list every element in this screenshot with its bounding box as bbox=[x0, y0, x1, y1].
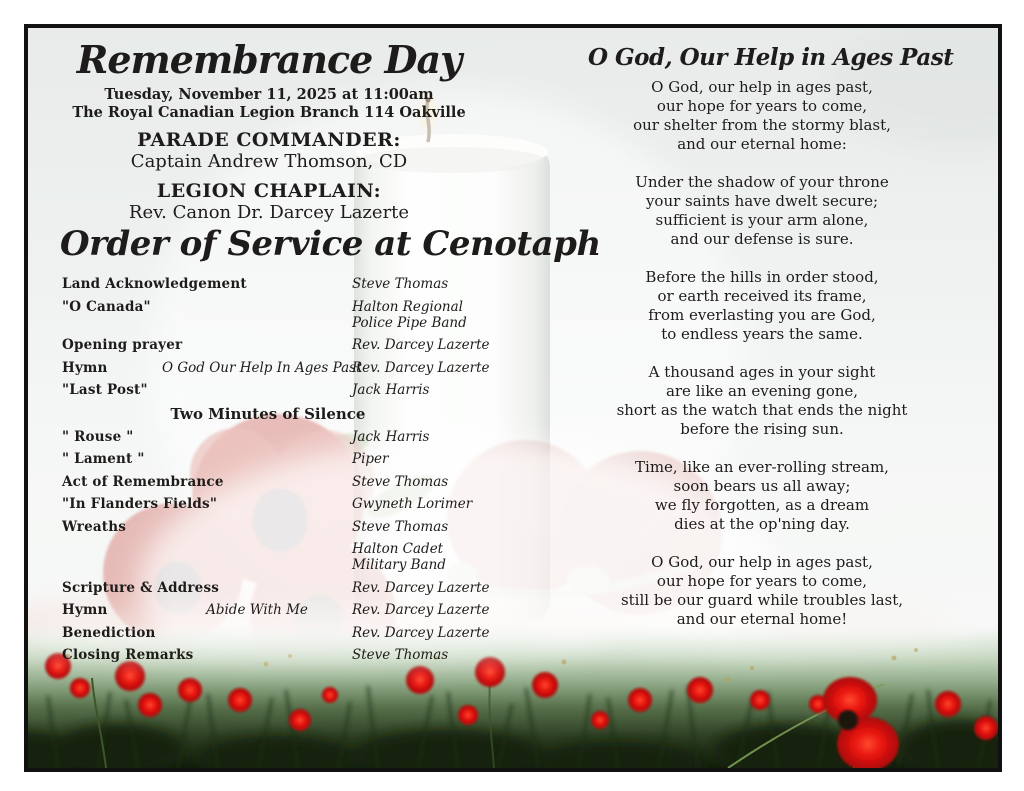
service-item-label: Benediction bbox=[62, 624, 156, 641]
service-item-hymn-title: Abide With Me bbox=[206, 602, 308, 618]
service-item-performer: Steve Thomas bbox=[352, 518, 449, 535]
service-item-label: " Rouse " bbox=[62, 428, 134, 445]
service-item-hymn-title bbox=[162, 299, 352, 331]
service-item-label: "In Flanders Fields" bbox=[62, 496, 218, 512]
order-items-after-silence bbox=[62, 428, 490, 664]
service-item-hymn-title: O God Our Help In Ages Past bbox=[162, 359, 362, 376]
order-of-service-row bbox=[62, 474, 474, 490]
hymn-verse: A thousand ages in your sight are like an evening gone, short as the watch that ends the night before the rising sun. bbox=[616, 363, 908, 438]
parade-commander-block bbox=[54, 129, 484, 173]
page-title: Remembrance Day bbox=[76, 37, 462, 82]
service-item-label: "O Canada" bbox=[62, 298, 151, 315]
service-item-label: Land Acknowledgement bbox=[62, 276, 247, 292]
order-of-service-row bbox=[62, 429, 474, 445]
hymn-verses bbox=[588, 78, 936, 629]
order-of-service-row bbox=[62, 337, 490, 353]
service-item-label: Opening prayer bbox=[62, 337, 183, 353]
service-item-hymn-title bbox=[162, 496, 352, 512]
service-item-performer: Halton Regional Police Pipe Band bbox=[352, 298, 467, 331]
order-of-service-row bbox=[62, 299, 474, 331]
service-item-hymn-title bbox=[162, 451, 352, 467]
program-header bbox=[54, 36, 484, 224]
service-item-hymn-title bbox=[162, 429, 352, 445]
order-of-service-heading: Order of Service at Cenotaph bbox=[60, 224, 601, 264]
hymn-verse: O God, our help in ages past, our hope for years to come, our shelter from the stormy blast, and our eternal home: bbox=[633, 78, 891, 153]
event-location: The Royal Canadian Legion Branch 114 Oakville bbox=[72, 104, 466, 121]
service-item-performer: Steve Thomas bbox=[352, 473, 449, 490]
service-item-hymn-title bbox=[162, 337, 352, 353]
service-item-label: Act of Remembrance bbox=[62, 473, 224, 490]
service-item-label: Scripture & Address bbox=[62, 579, 220, 596]
service-item-performer: Halton Cadet Military Band bbox=[352, 541, 446, 573]
service-item-performer: Jack Harris bbox=[352, 428, 430, 445]
order-of-service-row bbox=[62, 276, 474, 292]
hymn-title: O God, Our Help in Ages Past bbox=[588, 44, 954, 71]
service-item-hymn-title bbox=[162, 580, 352, 596]
service-item-hymn-title bbox=[162, 276, 352, 292]
parade-commander-heading: PARADE COMMANDER: bbox=[137, 129, 401, 151]
order-of-service-row bbox=[62, 359, 490, 376]
service-item-label: Wreaths bbox=[62, 518, 127, 535]
service-item-hymn-title bbox=[162, 519, 352, 535]
hymn-verse: O God, our help in ages past, our hope for years to come, still be our guard while troubles last, and our eternal home! bbox=[620, 553, 904, 628]
order-of-service-row bbox=[62, 647, 474, 663]
order-of-service-row bbox=[62, 519, 474, 535]
service-item-label bbox=[62, 541, 162, 573]
service-item-performer: Rev. Darcey Lazerte bbox=[352, 579, 490, 596]
order-items-before-silence bbox=[62, 276, 490, 398]
hymn-verse: Time, like an ever-rolling stream, soon bears us all away; we fly forgotten, as a dream dies at the op'ning day. bbox=[635, 458, 889, 533]
silence-heading: Two Minutes of Silence bbox=[170, 404, 366, 423]
service-item-hymn-title bbox=[162, 647, 352, 663]
program-page bbox=[24, 24, 1002, 772]
order-of-service-row bbox=[62, 451, 474, 467]
order-of-service-row bbox=[62, 624, 490, 641]
service-item-performer: Rev. Darcey Lazerte bbox=[352, 602, 490, 618]
order-of-service-list bbox=[62, 276, 490, 670]
service-item-label: Hymn bbox=[62, 602, 108, 618]
order-of-service-row bbox=[62, 579, 490, 596]
event-date: Tuesday, November 11, 2025 at 11:00am bbox=[104, 86, 434, 103]
hymn-verse: Under the shadow of your throne your saints have dwelt secure; sufficient is your arm alone, and our defense is sure. bbox=[635, 173, 889, 248]
service-item-label: Closing Remarks bbox=[62, 647, 194, 663]
service-item-performer: Piper bbox=[352, 451, 389, 467]
service-item-label: "Last Post" bbox=[62, 382, 148, 398]
hymn-verse: Before the hills in order stood, or earth received its frame, from everlasting you are God, to endless years the same. bbox=[645, 268, 879, 343]
service-item-performer: Jack Harris bbox=[352, 382, 430, 398]
service-item-hymn-title bbox=[162, 541, 352, 573]
order-of-service-row bbox=[62, 382, 474, 398]
legion-chaplain-name: Rev. Canon Dr. Darcey Lazerte bbox=[128, 202, 410, 223]
service-item-performer: Rev. Darcey Lazerte bbox=[352, 337, 490, 353]
service-item-performer: Rev. Darcey Lazerte bbox=[352, 359, 490, 376]
legion-chaplain-block bbox=[54, 180, 484, 224]
service-item-performer: Steve Thomas bbox=[352, 276, 449, 292]
service-item-performer: Gwyneth Lorimer bbox=[352, 496, 473, 512]
service-item-performer: Rev. Darcey Lazerte bbox=[352, 624, 490, 641]
order-of-service-row bbox=[62, 541, 474, 573]
service-item-hymn-title bbox=[162, 474, 352, 490]
service-item-hymn-title bbox=[162, 625, 352, 641]
service-item-label: " Lament " bbox=[62, 451, 145, 467]
legion-chaplain-heading: LEGION CHAPLAIN: bbox=[156, 180, 382, 202]
service-item-label: Hymn bbox=[62, 359, 108, 376]
order-of-service-row bbox=[62, 602, 490, 618]
service-item-performer: Steve Thomas bbox=[352, 647, 449, 663]
order-of-service-row bbox=[62, 496, 474, 512]
hymn-column bbox=[588, 44, 954, 648]
service-item-hymn-title bbox=[162, 382, 352, 398]
parade-commander-name: Captain Andrew Thomson, CD bbox=[130, 151, 408, 172]
